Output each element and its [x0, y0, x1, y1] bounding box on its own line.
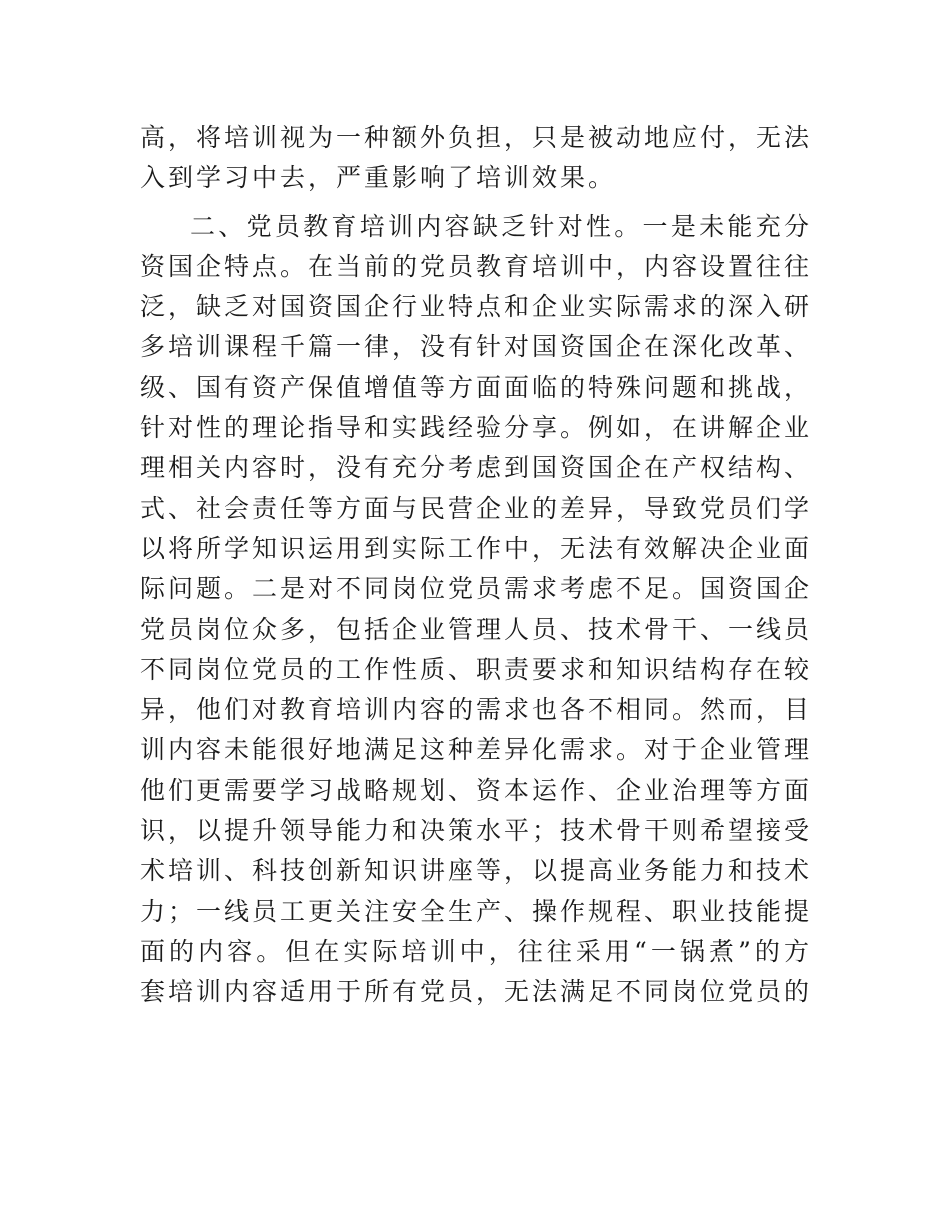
text-line: 训内容未能很好地满足这种差异化需求。对于企业管理	[140, 735, 812, 765]
paragraph-1	[140, 118, 812, 199]
text-line: 以将所学知识运用到实际工作中，无法有效解决企业面	[140, 533, 812, 563]
text-line: 党员岗位众多，包括企业管理人员、技术骨干、一线员	[140, 614, 812, 644]
text-line: 术培训、科技创新知识讲座等，以提高业务能力和技术	[140, 856, 812, 886]
text-line: 他们更需要学习战略规划、资本运作、企业治理等方面	[140, 775, 812, 805]
text-line: 入到学习中去，严重影响了培训效果。	[140, 163, 617, 193]
text-line: 式、社会责任等方面与民营企业的差异，导致党员们学	[140, 493, 812, 523]
text-line: 面的内容。但在实际培训中，往往采用“一锅煮”的方	[140, 936, 812, 966]
text-line: 异，他们对教育培训内容的需求也各不相同。然而，目	[140, 695, 812, 725]
body-text	[140, 118, 812, 1013]
text-line: 级、国有资产保值增值等方面面临的特殊问题和挑战，	[140, 372, 812, 402]
text-line: 泛，缺乏对国资国企行业特点和企业实际需求的深入研	[140, 292, 812, 322]
text-line: 际问题。二是对不同岗位党员需求考虑不足。国资国企	[140, 574, 812, 604]
text-line: 理相关内容时，没有充分考虑到国资国企在产权结构、	[140, 453, 812, 483]
text-line: 针对性的理论指导和实践经验分享。例如，在讲解企业	[140, 413, 812, 443]
paragraph-gap	[140, 199, 812, 207]
text-line: 不同岗位党员的工作性质、职责要求和知识结构存在较	[140, 654, 812, 684]
text-line: 识，以提升领导能力和决策水平；技术骨干则希望接受	[140, 816, 812, 846]
text-line: 二、党员教育培训内容缺乏针对性。一是未能充分	[190, 211, 812, 241]
text-line: 资国企特点。在当前的党员教育培训中，内容设置往往	[140, 251, 812, 281]
paragraph-2	[140, 207, 812, 1013]
text-line: 套培训内容适用于所有党员，无法满足不同岗位党员的	[140, 977, 812, 1007]
text-line: 高，将培训视为一种额外负担，只是被动地应付，无法	[140, 123, 812, 152]
text-line: 多培训课程千篇一律，没有针对国资国企在深化改革、	[140, 332, 812, 362]
text-line: 力；一线员工更关注安全生产、操作规程、职业技能提	[140, 896, 812, 926]
